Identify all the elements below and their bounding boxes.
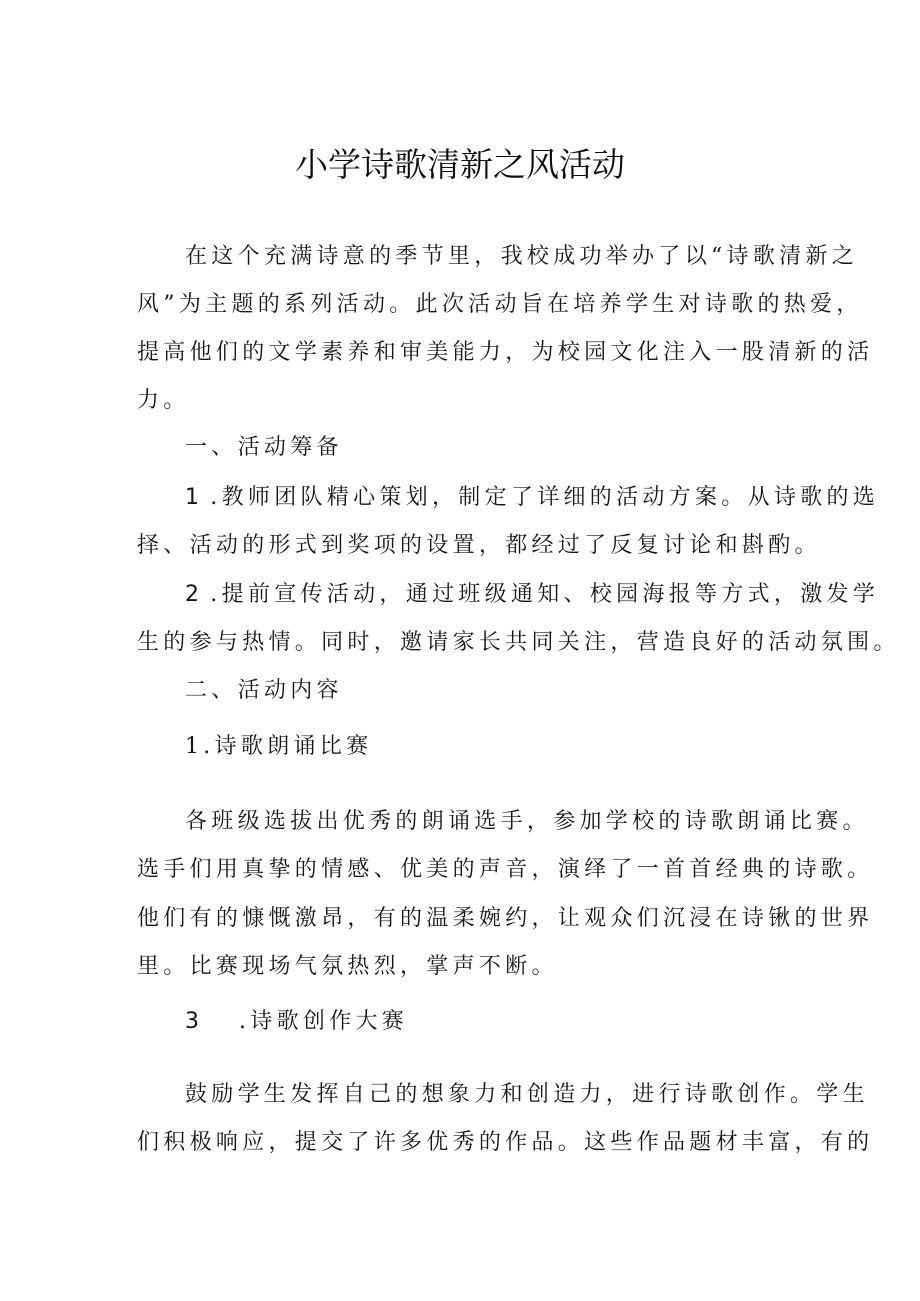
intro-line-1: 在这个充满诗意的季节里，我校成功举办了以“诗歌清新之 xyxy=(185,244,859,269)
intro-line-3: 提高他们的文学素养和审美能力，为校园文化注入一股清新的活 xyxy=(137,340,874,365)
section-1-item-1-line-2: 择、活动的形式到奖项的设置，都经过了反复讨论和斟酌。 xyxy=(137,533,821,558)
section-1-item-1-line-1 xyxy=(185,472,879,524)
section-2-heading: 二、活动内容 xyxy=(185,678,343,703)
document-title: 小学诗歌清新之风活动 xyxy=(295,145,625,184)
section-1-item-1-text: .教师团队精心策划，制定了详细的活动方案。从诗歌的选 xyxy=(210,485,880,510)
intro-line-2: 风”为主题的系列活动。此次活动旨在培养学生对诗歌的热爱， xyxy=(137,292,863,317)
section-1-item-2-line-2: 生的参与热情。同时，邀请家长共同关注，营造良好的活动氛围。 xyxy=(137,630,900,655)
section-2-sub-2-heading: .诗歌创作大赛 xyxy=(239,1009,409,1034)
section-1-item-1-number: 1 xyxy=(185,485,199,510)
section-2-sub-1-line-3: 他们有的慷慨激昂，有的温柔婉约，让观众们沉浸在诗锹的世界 xyxy=(137,906,874,931)
section-1-heading: 一、活动筹备 xyxy=(185,435,343,460)
section-2-sub-1-line-2: 选手们用真挚的情感、优美的声音，演绎了一首首经典的诗歌。 xyxy=(137,857,874,882)
section-1-item-2-line-1 xyxy=(185,569,879,621)
section-2-sub-1-line-1: 各班级选拔出优秀的朗诵选手，参加学校的诗歌朗诵比赛。 xyxy=(185,809,869,834)
section-2-sub-1-heading: 1.诗歌朗诵比赛 xyxy=(185,734,373,759)
section-2-sub-2-line-1: 鼓励学生发挥自己的想象力和创造力，进行诗歌创作。学生 xyxy=(185,1082,869,1107)
section-2-sub-1-line-4: 里。比赛现场气氛热烈，掌声不断。 xyxy=(137,954,558,979)
section-2-sub-2-heading-row xyxy=(185,996,408,1048)
section-2-sub-2-line-2: 们积极响应，提交了许多优秀的作品。这些作品题材丰富，有的 xyxy=(137,1130,874,1155)
section-2-sub-2-number: 3 xyxy=(185,1009,199,1034)
section-1-item-2-text: .提前宣传活动，通过班级通知、校园海报等方式，激发学 xyxy=(210,582,880,607)
section-1-item-2-number: 2 xyxy=(185,582,199,607)
intro-line-4: 力。 xyxy=(137,388,190,413)
